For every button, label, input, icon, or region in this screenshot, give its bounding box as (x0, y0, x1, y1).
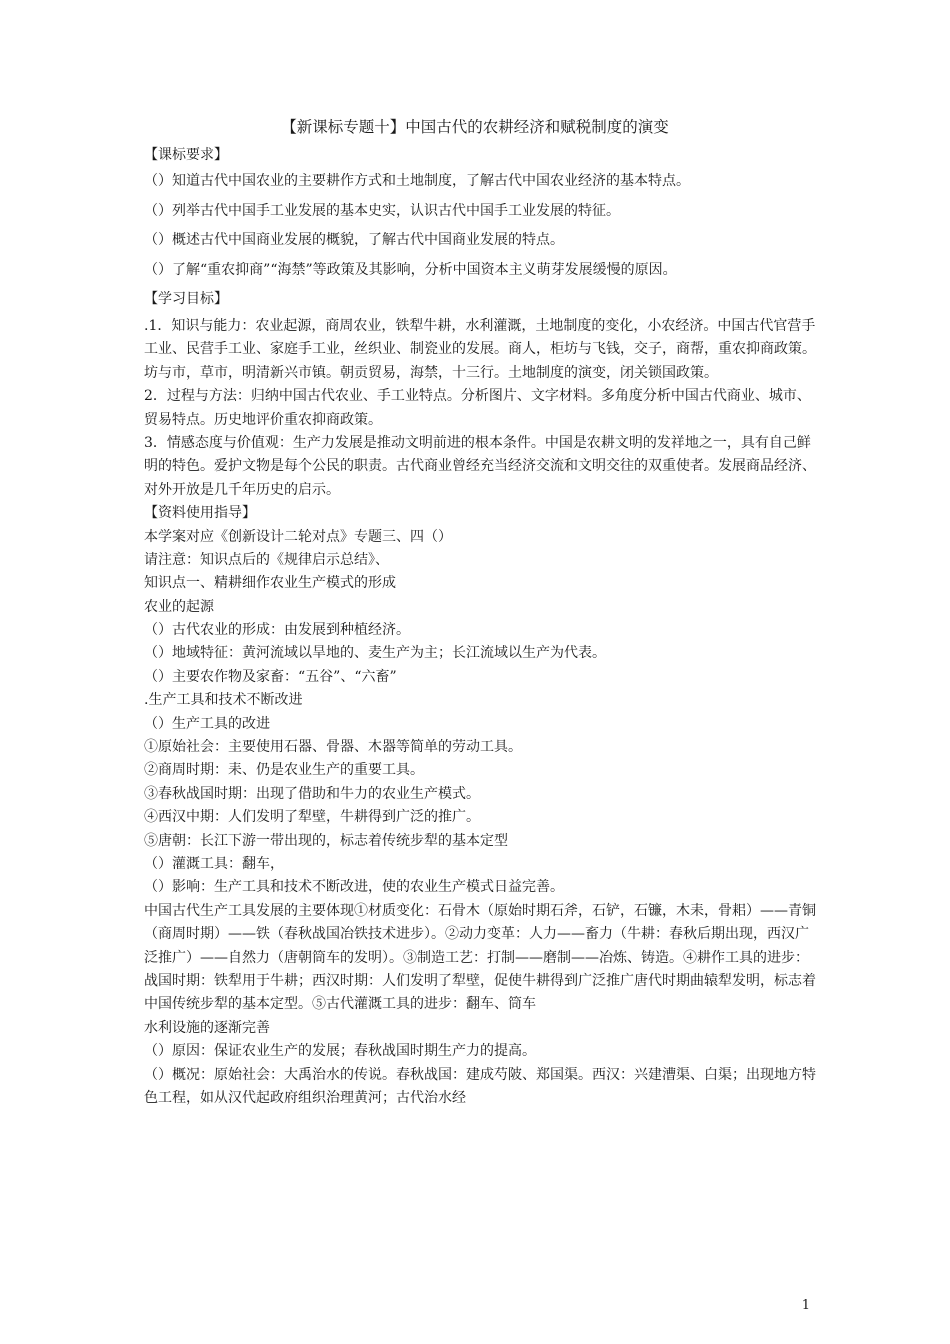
section-heading-curriculum: 【课标要求】 (144, 147, 228, 163)
text-line: ②商周时期：耒、仍是农业生产的重要工具。 (144, 762, 424, 779)
text-line: （）原因：保证农业生产的发展；春秋战国时期生产力的提高。 (144, 1043, 536, 1060)
text-line: 请注意：知识点后的《规律启示总结》、 (144, 551, 389, 568)
objective-paragraph: 2．过程与方法：归纳中国古代农业、手工业特点。分析图片、文字材料。多角度分析中国古代商业、城市、贸易特点。历史地评价重农抑商政策。 (144, 388, 811, 428)
curriculum-item: （）概述古代中国商业发展的概貌，了解古代中国商业发展的特点。 (144, 232, 564, 249)
text-line: （）生产工具的改进 (144, 715, 270, 732)
objective-paragraph: 3．情感态度与价值观：生产力发展是推动文明前进的根本条件。中国是农耕文明的发祥地之一，具有自己鲜明的特色。爱护文物是每个公民的职责。古代商业曾经充当经济交流和文明交往的双重使者。发展商品经济、对外开放是几千年历史的启示。 (144, 434, 816, 498)
subheading: .生产工具和技术不断改进 (144, 692, 303, 709)
text-line: ④西汉中期：人们发明了犁壁，牛耕得到广泛的推广。 (144, 809, 480, 826)
section-heading-objectives: 【学习目标】 (144, 291, 228, 308)
subheading: 水利设施的逐渐完善 (144, 1019, 270, 1036)
text-line: （）古代农业的形成：由发展到种植经济。 (144, 622, 410, 639)
summary-paragraph: 中国古代生产工具发展的主要体现①材质变化：石骨木（原始时期石斧，石铲，石镰，木耒，骨耜）——青铜（商周时期）——铁（春秋战国冶铁技术进步）。②动力变革：人力——畜力（牛耕：春秋后期出现，西汉广泛推广）——自然力（唐朝筒车的发明）。③制造工艺：打制——磨制——冶炼、铸造。④耕作工具的进步：战国时期：铁犁用于牛耕；西汉时期：人们发明了犁壁，促使牛耕得到广泛推广唐代时期曲辕犁发明，标志着中国传统步犁的基本定型。⑤古代灌溉工具的进步：翻车、筒车 (144, 902, 816, 1013)
section-heading-materials: 【资料使用指导】 (144, 505, 256, 522)
curriculum-item: （）列举古代中国手工业发展的基本史实，认识古代中国手工业发展的特征。 (144, 202, 620, 219)
objective-paragraph: .1．知识与能力：农业起源，商周农业，铁犁牛耕，水利灌溉，土地制度的变化，小农经济。中国古代官营手工业、民营手工业、家庭手工业，丝织业、制瓷业的发展。商人，柜坊与飞钱，交子，商帮，重农抑商政策。坊与市，草市，明清新兴市镇。朝贡贸易，海禁，十三行。土地制度的演变，闭关锁国政策。 (144, 317, 816, 381)
text-line: （）主要农作物及家畜：“五谷”、“六畜” (144, 668, 397, 685)
text-line: 本学案对应《创新设计二轮对点》专题三、四（） (144, 528, 452, 545)
subheading: 农业的起源 (144, 598, 214, 615)
document-body (144, 144, 816, 1110)
text-line: ①原始社会：主要使用石器、骨器、木器等简单的劳动工具。 (144, 739, 522, 756)
curriculum-item: （）知道古代中国农业的主要耕作方式和土地制度，了解古代中国农业经济的基本特点。 (144, 173, 690, 190)
page-number: 1 (801, 1298, 810, 1313)
text-line: （）影响：生产工具和技术不断改进，使的农业生产模式日益完善。 (144, 879, 564, 896)
document-title: 【新课标专题十】中国古代的农耕经济和赋税制度的演变 (281, 118, 669, 136)
text-line: （）地域特征：黄河流域以旱地的、麦生产为主；长江流域以生产为代表。 (144, 645, 606, 662)
text-line: ③春秋战国时期：出现了借助和牛力的农业生产模式。 (144, 785, 480, 802)
curriculum-item: （）了解“重农抑商”“海禁”等政策及其影响，分析中国资本主义萌芽发展缓慢的原因。 (144, 261, 677, 278)
knowledge-point-heading: 知识点一、精耕细作农业生产模式的形成 (144, 575, 396, 592)
text-line: （）灌溉工具：翻车， (144, 856, 284, 872)
text-line: ⑤唐朝：长江下游一带出现的，标志着传统步犁的基本定型 (144, 832, 508, 849)
text-paragraph: （）概况：原始社会：大禹治水的传说。春秋战国：建成芍陂、郑国渠。西汉：兴建漕渠、白渠；出现地方特色工程，如从汉代起政府组织治理黄河；古代治水经 (144, 1066, 816, 1106)
